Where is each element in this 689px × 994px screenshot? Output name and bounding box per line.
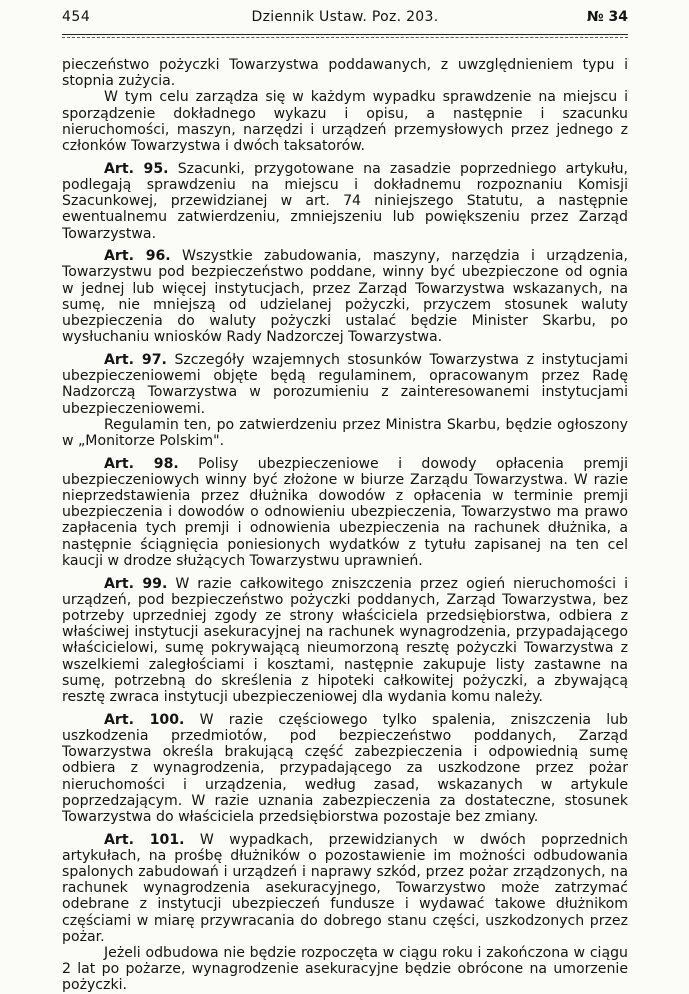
article-98 bbox=[62, 456, 628, 569]
paragraph: W tym celu zarządza się w każdym wypadku sprawdzenie na miejscu i sporządzenie dokładnego wykazu i opisu, a następnie i szacunku nieruchomości, maszyn, narzędzi i urządzeń przemysłowych przez jednego z członków Towarzystwa i dwóch taksatorów. bbox=[62, 89, 628, 155]
article-97 bbox=[62, 352, 628, 417]
article-99 bbox=[62, 576, 628, 706]
document-body bbox=[62, 57, 628, 994]
article-label: Art. 100. bbox=[104, 711, 185, 728]
paragraph: Regulamin ten, po zatwierdzeniu przez Ministra Skarbu, będzie ogłoszony w „Monitorze Polskim". bbox=[62, 416, 628, 449]
issue-number: № 34 bbox=[586, 9, 628, 25]
page-number: 454 bbox=[62, 9, 91, 25]
article-text: Szczegóły wzajemnych stosunków Towarzystwa z instytucjami ubezpieczeniowemi objęte będą regulaminem, opracowanym przez Radę Nadzorczą Towarzystwa w porozumieniu z zainteresowanemi instytucjami ubezpieczeniowemi. bbox=[62, 351, 628, 417]
article-100 bbox=[62, 712, 628, 825]
header-rule bbox=[62, 34, 628, 38]
article-96 bbox=[62, 248, 628, 345]
paragraph: Jeżeli odbudowa nie będzie rozpoczęta w ciągu roku i zakończona w ciągu 2 lat po pożarze, wynagrodzenie asekuracyjne będzie obrócone na umorzenie pożyczki. bbox=[62, 945, 628, 994]
article-text: Szacunki, przygotowane na zasadzie poprzedniego artykułu, podlegają sprawdzeniu na miejscu i dokładnemu rozpoznaniu Komisji Szacunkowej, przewidzianej w art. 74 niniejszego Statutu, a następnie ewentualnemu zatwierdzeniu, zmniejszeniu lub powiększeniu przez Zarząd Towarzystwa. bbox=[62, 160, 629, 242]
article-101 bbox=[62, 832, 628, 945]
article-95 bbox=[62, 161, 628, 242]
article-text: Polisy ubezpieczeniowe i dowody opłacenia premji ubezpieczeniowych winny być złożone w biurze Zarządu Towarzystwa. W razie nieprzedstawienia przez dłużnika dowodów z opłacenia w terminie premji ubezpieczenia i dowodów o odnowieniu ubezpieczenia, Towarzystwo ma prawo zapłacenia tych premji i odnowienia ubezpieczenia na rachunek dłużnika, a następnie ściągnięcia poniesionych wydatków z tytułu zapisanej na ten cel kaucji w drodze służących Towarzystwu uprawnień. bbox=[62, 455, 629, 569]
paragraph-continuation: pieczeństwo pożyczki Towarzystwa poddawanych, z uwzględnieniem typu i stopnia zużycia. bbox=[62, 57, 628, 90]
article-label: Art. 95. bbox=[104, 160, 169, 177]
article-text: W razie częściowego tylko spalenia, zniszczenia lub uszkodzenia przedmiotów, pod bezpieczeństwo poddanych, Zarząd Towarzystwa określa brakującą część zabezpieczenia i odpowiednią sumę odbiera z wynagrodzenia, przypadającego za uszkodzone przez pożar nieruchomości i urządzenia, według zasad, wskazanych w artykule poprzedzającym. W razie uznania zabezpieczenia za dostateczne, stosunek Towarzystwa do właściciela przedsiębiorstwa pozostaje bez zmiany. bbox=[62, 711, 628, 825]
page-header bbox=[62, 7, 628, 31]
article-text: Wszystkie zabudowania, maszyny, narzędzia i urządzenia, Towarzystwu pod bezpieczeństwo poddane, winny być ubezpieczone od ognia w jednej lub więcej instytucjach, przez Zarząd Towarzystwa wskazanych, na sumę, nie mniejszą od udzielanej pożyczki, przyczem stosunek waluty ubezpieczenia do waluty pożyczki ustalać będzie Minister Skarbu, po wysłuchaniu wniosków Rady Nadzorczej Towarzystwa. bbox=[62, 248, 629, 346]
article-label: Art. 98. bbox=[104, 455, 179, 472]
article-text: W wypadkach, przewidzianych w dwóch poprzednich artykułach, na prośbę dłużników o pozostawienie im możności odbudowania spalonych zabudowań i urządzeń i naprawy szkód, przez pożar zrządzonych, na rachunek wynagrodzenia asekuracyjnego, Towarzystwo może zatrzymać odebrane z instytucji ubezpieczeń fundusze i wydawać takowe dłużnikom częściami w miarę przywracania do dobrego stanu części, uszkodzonych przez pożar. bbox=[62, 831, 628, 945]
journal-title: Dziennik Ustaw. Poz. 203. bbox=[251, 9, 439, 25]
article-text: W razie całkowitego zniszczenia przez ogień nieruchomości i urządzeń, pod bezpieczeństwo pożyczki poddanych, Zarząd Towarzystwa, bez potrzeby uprzedniej zgody ze strony właściciela przedsiębiorstwa, odbiera z właściwej instytucji asekuracyjnej na rachunek wynagrodzenia, przypadającego właścicielowi, sumę pokrywającą nieumorzoną resztę pożyczki Towarzystwa z wszelkiemi zaległościami i kosztami, następnie zakupuje listy zastawne na sumę, potrzebną do skreślenia z hipoteki całkowitej pożyczki, a zbywającą resztę zwraca instytucji ubezpieczeniowej dla wydania komu należy. bbox=[62, 575, 628, 706]
article-label: Art. 99. bbox=[104, 575, 168, 592]
article-label: Art. 101. bbox=[104, 831, 185, 848]
article-label: Art. 96. bbox=[104, 248, 171, 265]
article-label: Art. 97. bbox=[104, 351, 167, 368]
